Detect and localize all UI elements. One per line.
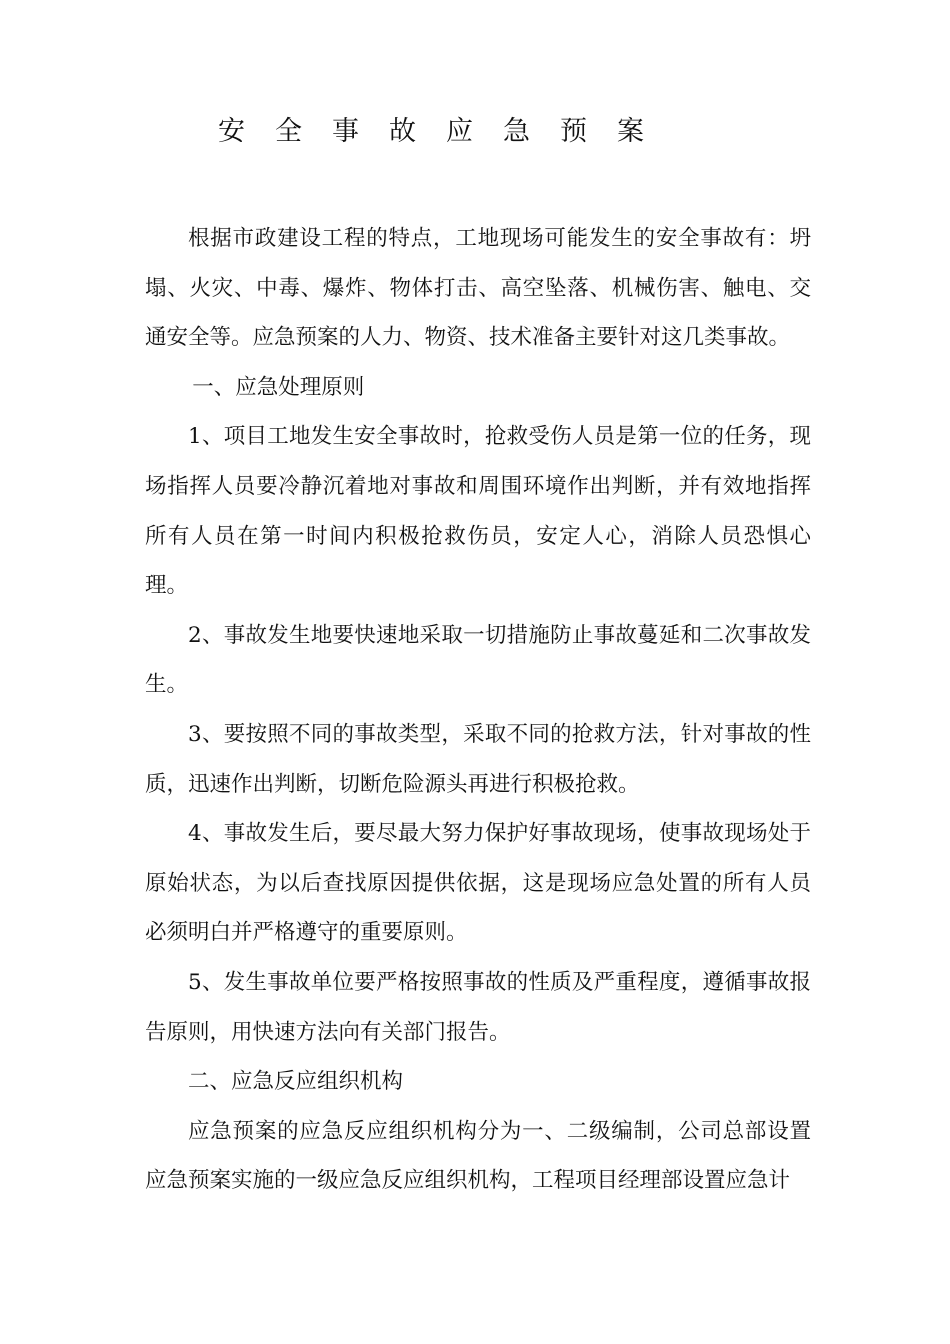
paragraph-principle-2: 2、事故发生地要快速地采取一切措施防止事故蔓延和二次事故发生。 xyxy=(145,622,811,698)
paragraph-principle-5: 5、发生事故单位要严格按照事故的性质及严重程度，遵循事故报告原则，用快速方法向有关部门报告。 xyxy=(145,969,811,1045)
paragraph-intro: 根据市政建设工程的特点，工地现场可能发生的安全事故有：坍塌、火灾、中毒、爆炸、物体打击、高空坠落、机械伤害、触电、交通安全等。应急预案的人力、物资、技术准备主要针对这几类事故。 xyxy=(145,226,811,351)
paragraph-principle-3: 3、要按照不同的事故类型，采取不同的抢救方法，针对事故的性质，迅速作出判断，切断危险源头再进行积极抢救。 xyxy=(145,721,811,797)
document-body xyxy=(145,214,811,1206)
paragraph-principle-4: 4、事故发生后，要尽最大努力保护好事故现场，使事故现场处于原始状态，为以后查找原因提供依据，这是现场应急处置的所有人员必须明白并严格遵守的重要原则。 xyxy=(145,821,811,946)
section-heading-principles: 一、应急处理原则 xyxy=(192,374,365,400)
section-heading-organization: 二、应急反应组织机构 xyxy=(188,1069,404,1095)
document-title: 安全事故应急预案 xyxy=(218,116,674,147)
paragraph-organization: 应急预案的应急反应组织机构分为一、二级编制，公司总部设置应急预案实施的一级应急反应组织机构，工程项目经理部设置应急计 xyxy=(145,1118,811,1194)
paragraph-principle-1: 1、项目工地发生安全事故时，抢救受伤人员是第一位的任务，现场指挥人员要冷静沉着地对事故和周围环境作出判断，并有效地指挥所有人员在第一时间内积极抢救伤员，安定人心，消除人员恐惧心理。 xyxy=(145,424,811,599)
